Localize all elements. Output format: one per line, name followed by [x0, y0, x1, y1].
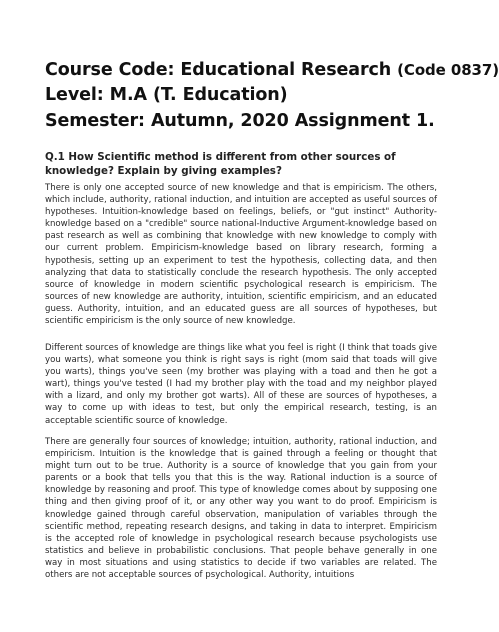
course-code-heading — [45, 60, 499, 80]
question-heading: Q.1 How Scientific method is different from other sources of knowledge? Explain by giving examples? — [45, 151, 396, 177]
answer-paragraph-3: There are generally four sources of knowledge; intuition, authority, rational induction, and empiricism. Intuition is the knowledge that is gained through a feeling or thought that might turn out to be true. Authority is a source of knowledge that you gain from your parents or a book that tells you that this is the way. Rational induction is a source of knowledge by reasoning and proof. This type of knowledge comes about by supposing one thing and then giving proof of it, or any other way you want to do proof. Empiricism is knowledge gained through careful observation, manipulation of variables through the scientific method, repeating research designs, and taking in data to interpret. Empiricism is the accepted role of knowledge in psychological research because psychologists use statistics and believe in probabilistic conclusions. That people behave generally in one way in most situations and using statistics to decide if two variables are related. The others are not acceptable sources of psychological. Authority, intuitions — [45, 437, 437, 581]
course-label: Course Code: Educational Research — [45, 60, 392, 80]
level-heading: Level: M.A (T. Education) — [45, 85, 288, 105]
answer-paragraph-1: There is only one accepted source of new knowledge and that is empiricism. The others, which include, authority, rational induction, and intuition are accepted as useful sources of hypotheses. Intuition-knowledge based on feelings, beliefs, or "gut instinct" Authority-knowledge based on a "credible" source national-Inductive Argument-knowledge based on past research as well as combining that knowledge with new knowledge to comply with our current problem. Empiricism-knowledge based on library research, forming a hypothesis, setting up an experiment to test the hypothesis, collecting data, and then analyzing that data to statistically conclude the research hypothesis. The only accepted source of knowledge in modern scientific psychological research is empiricism. The sources of new knowledge are authority, intuition, scientific empiricism, and an educated guess. Authority, intuition, and an educated guess are all sources of hypotheses, but scientific empiricism is the only source of new knowledge. — [45, 183, 437, 327]
course-code: (Code 0837) — [397, 61, 499, 79]
semester-heading: Semester: Autumn, 2020 Assignment 1. — [45, 111, 435, 131]
answer-paragraph-2: Different sources of knowledge are things like what you feel is right (I think that toads give you warts), what someone you think is right says is right (mom said that toads will give you warts), things you've seen (my brother was playing with a toad and then he got a wart), things you've tested (I had my brother play with the toad and my neighbor played with a lizard, and only my brother got warts). All of these are sources of hypotheses, a way to come up with ideas to test, but only the empirical research, testing, is an acceptable scientific source of knowledge. — [45, 343, 437, 426]
